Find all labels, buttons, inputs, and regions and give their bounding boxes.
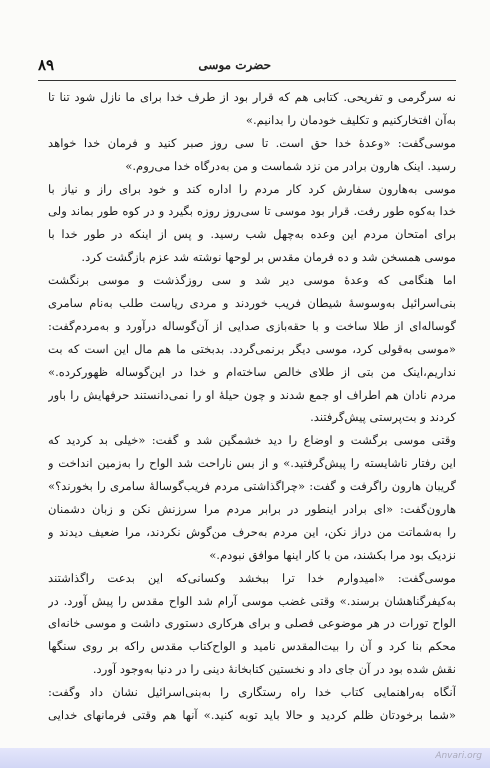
chapter-title: حضرت موسی bbox=[198, 58, 271, 72]
text-line: رسید. اینک هارون برادر من نزد شماست و من به‌درگاه خدا می‌روم.» bbox=[125, 158, 456, 173]
text-line: به‌آن افتخارکنیم و تکلیف خودمان را بدانیم.» bbox=[245, 112, 456, 127]
text-line: نقش شده بود در آن جای داد و نخستین کتابخانهٔ دینی را در دنیا به‌وجود آورد. bbox=[92, 662, 456, 677]
page-header bbox=[38, 56, 456, 78]
text-line: کردند و بت‌پرستی پیش‌گرفتند. bbox=[310, 410, 456, 425]
footer-bar bbox=[0, 748, 490, 768]
text-line: نزدیک بود مرا بکشند، من با کار اینها موافق نبودم.» bbox=[209, 547, 456, 562]
text-line: موسی‌گفت: «وعدهٔ خدا حق است. تا سی روز صبر کنید و فرمان خدا خواهد bbox=[48, 135, 456, 150]
body-text bbox=[48, 86, 456, 727]
text-line: گوساله‌ای از طلا ساخت و با حقه‌بازی صدایی از آن‌گوساله درآورد و به‌مردم‌گفت: bbox=[48, 318, 456, 333]
text-line: موسی همسخن شد و ده فرمان مقدس بر لوحها نوشته شد عزم بازگشت کرد. bbox=[81, 250, 456, 265]
page-number: ۸۹ bbox=[38, 56, 55, 74]
text-line: بنی‌اسرائیل به‌وسوسهٔ شیطان فریب خوردند و مردی ریاست طلب به‌نام سامری bbox=[48, 296, 456, 311]
text-line: موسی‌گفت: «امیدوارم خدا ترا ببخشد وکسانی‌که این بدعت راگذاشتند bbox=[48, 570, 456, 585]
text-line: نداریم،اینک من بتی از طلای خالص ساخته‌ام و خدا در این‌گوساله ظهورکرده.» bbox=[48, 364, 456, 379]
text-line: نه سرگرمی و تفریحی. کتابی هم که قرار بود از طرف خدا برای ما نازل شود تنا تا bbox=[48, 90, 456, 104]
text-line: گریبان هارون راگرفت و گفت: «چراگذاشتی مردم فریب‌گوسالهٔ سامری را بخورند؟» bbox=[48, 479, 456, 494]
text-line: به‌کیفرگناهشان برسند.» وقتی غضب موسی آرام شد الواح مقدس را پیش آورد. در bbox=[48, 593, 456, 608]
watermark: Anvari.org bbox=[435, 751, 482, 761]
text-line: مردم نادان هم اطراف او جمع شدند و چون حیلهٔ او را نمی‌دانستند حرفهایش را باور bbox=[48, 387, 456, 402]
text-line: را به‌شماتت من دراز نکن، این مردم به‌حرف من‌گوش نکردند، مرا ضعیف دیدند و bbox=[48, 524, 456, 539]
text-line: آنگاه به‌راهنمایی کتاب خدا راه رستگاری را به‌بنی‌اسرائیل نشان داد وگفت: bbox=[48, 685, 456, 700]
text-line: «موسی به‌قولی کرد، موسی دیگر برنمی‌گردد. بدبختی ما هم مال این است که بت bbox=[48, 341, 456, 356]
text-line: اما هنگامی که وعدهٔ موسی دیر شد و سی روزگذشت و موسی برنگشت bbox=[48, 273, 456, 288]
text-line: این رفتار ناشایسته را پیش‌گرفتید.» و از بس ناراحت شد الواح را به‌زمین انداخت و bbox=[48, 456, 456, 471]
header-divider bbox=[38, 80, 456, 81]
text-line: موسی به‌هارون سفارش کرد کار مردم را اداره کند و خود برای راز و نیاز با bbox=[48, 181, 456, 196]
text-line: «شما برخودتان ظلم کردید و حالا باید توبه کنید.» آنها هم وقتی فرمانهای خدایی bbox=[48, 708, 456, 723]
text-line: برای امتحان مردم این وعده به‌چهل شب رسید. و پس از اینکه در طور خدا با bbox=[48, 227, 456, 242]
text-line: خدا به‌کوه طور رفت. قرار بود موسی تا سی‌روز روزه بگیرد و در کوه طور بماند ولی bbox=[48, 204, 456, 219]
text-line: وقتی موسی برگشت و اوضاع را دید خشمگین شد و گفت: «خیلی بد کردید که bbox=[48, 433, 456, 448]
text-line: محکم بنا کرد و آن را بیت‌المقدس نامید و الواح‌کتاب مقدس راکه بر روی سنگها bbox=[48, 639, 456, 654]
text-line: الواح تورات در هر موضوعی فصلی و برای هرکاری دستوری داشت و موسی خانه‌ای bbox=[48, 616, 456, 631]
text-line: هارون‌گفت: «ای برادر اینطور در برابر مردم مرا سرزنش نکن و زبان دشمنان bbox=[48, 502, 456, 517]
